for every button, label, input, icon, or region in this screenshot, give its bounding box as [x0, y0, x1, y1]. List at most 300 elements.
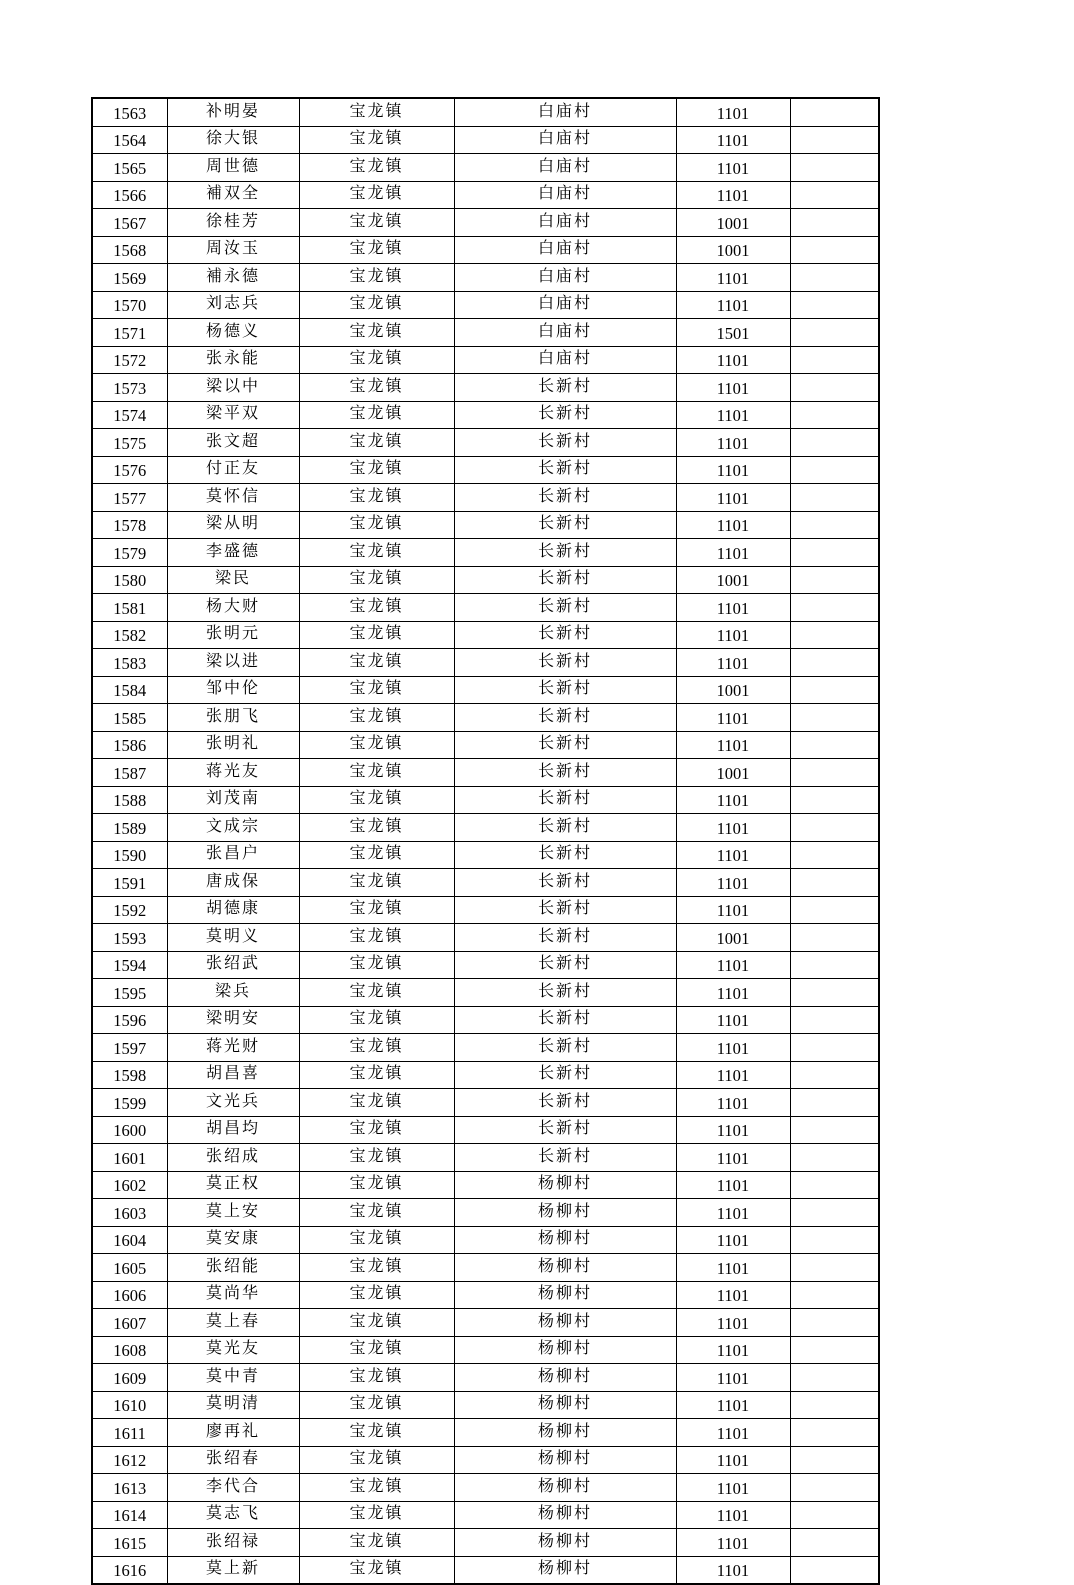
table-row [92, 1199, 879, 1227]
note-cell [790, 154, 879, 182]
row-number: 1582 [92, 621, 167, 649]
person-name: 张绍能 [167, 1254, 299, 1282]
row-number: 1595 [92, 979, 167, 1007]
person-name: 梁以进 [167, 649, 299, 677]
town-name: 宝龙镇 [299, 1144, 454, 1172]
row-number: 1564 [92, 126, 167, 154]
code-value: 1101 [676, 126, 790, 154]
row-number: 1570 [92, 291, 167, 319]
row-number: 1566 [92, 181, 167, 209]
person-name: 张明元 [167, 621, 299, 649]
person-name: 周世德 [167, 154, 299, 182]
village-name: 长新村 [454, 621, 676, 649]
person-name: 徐大银 [167, 126, 299, 154]
town-name: 宝龙镇 [299, 1391, 454, 1419]
person-name: 周汝玉 [167, 236, 299, 264]
person-name: 梁平双 [167, 401, 299, 429]
town-name: 宝龙镇 [299, 1501, 454, 1529]
town-name: 宝龙镇 [299, 319, 454, 347]
person-name: 補双全 [167, 181, 299, 209]
village-name: 长新村 [454, 484, 676, 512]
village-name: 白庙村 [454, 264, 676, 292]
person-name: 莫明清 [167, 1391, 299, 1419]
code-value: 1101 [676, 1226, 790, 1254]
person-name: 莫中青 [167, 1364, 299, 1392]
note-cell [790, 1254, 879, 1282]
person-name: 莫上新 [167, 1556, 299, 1584]
table-row [92, 539, 879, 567]
town-name: 宝龙镇 [299, 264, 454, 292]
note-cell [790, 401, 879, 429]
town-name: 宝龙镇 [299, 1556, 454, 1584]
village-name: 长新村 [454, 731, 676, 759]
person-name: 莫光友 [167, 1336, 299, 1364]
row-number: 1573 [92, 374, 167, 402]
person-name: 蒋光财 [167, 1034, 299, 1062]
row-number: 1577 [92, 484, 167, 512]
village-name: 长新村 [454, 869, 676, 897]
town-name: 宝龙镇 [299, 126, 454, 154]
village-name: 杨柳村 [454, 1281, 676, 1309]
row-number: 1600 [92, 1116, 167, 1144]
row-number: 1613 [92, 1474, 167, 1502]
person-name: 胡德康 [167, 896, 299, 924]
village-name: 杨柳村 [454, 1474, 676, 1502]
code-value: 1001 [676, 566, 790, 594]
code-value: 1101 [676, 786, 790, 814]
town-name: 宝龙镇 [299, 621, 454, 649]
town-name: 宝龙镇 [299, 1309, 454, 1337]
code-value: 1101 [676, 511, 790, 539]
person-name: 莫正权 [167, 1171, 299, 1199]
row-number: 1592 [92, 896, 167, 924]
note-cell [790, 1501, 879, 1529]
table-row [92, 841, 879, 869]
person-name: 唐成保 [167, 869, 299, 897]
row-number: 1611 [92, 1419, 167, 1447]
town-name: 宝龙镇 [299, 896, 454, 924]
code-value: 1101 [676, 1254, 790, 1282]
code-value: 1101 [676, 649, 790, 677]
note-cell [790, 291, 879, 319]
town-name: 宝龙镇 [299, 924, 454, 952]
row-number: 1579 [92, 539, 167, 567]
person-name: 梁民 [167, 566, 299, 594]
town-name: 宝龙镇 [299, 346, 454, 374]
note-cell [790, 456, 879, 484]
town-name: 宝龙镇 [299, 1336, 454, 1364]
row-number: 1593 [92, 924, 167, 952]
table-row [92, 676, 879, 704]
town-name: 宝龙镇 [299, 1006, 454, 1034]
note-cell [790, 1391, 879, 1419]
row-number: 1569 [92, 264, 167, 292]
note-cell [790, 98, 879, 126]
town-name: 宝龙镇 [299, 209, 454, 237]
code-value: 1101 [676, 1529, 790, 1557]
note-cell [790, 346, 879, 374]
village-name: 长新村 [454, 896, 676, 924]
note-cell [790, 704, 879, 732]
code-value: 1101 [676, 869, 790, 897]
person-name: 张昌户 [167, 841, 299, 869]
note-cell [790, 429, 879, 457]
code-value: 1101 [676, 1336, 790, 1364]
person-name: 莫尚华 [167, 1281, 299, 1309]
village-name: 杨柳村 [454, 1446, 676, 1474]
village-name: 长新村 [454, 1034, 676, 1062]
town-name: 宝龙镇 [299, 1034, 454, 1062]
town-name: 宝龙镇 [299, 869, 454, 897]
village-name: 杨柳村 [454, 1391, 676, 1419]
table-row [92, 1144, 879, 1172]
town-name: 宝龙镇 [299, 1116, 454, 1144]
person-name: 李盛德 [167, 539, 299, 567]
row-number: 1608 [92, 1336, 167, 1364]
code-value: 1101 [676, 1089, 790, 1117]
town-name: 宝龙镇 [299, 1089, 454, 1117]
code-value: 1001 [676, 676, 790, 704]
table-row [92, 869, 879, 897]
row-number: 1615 [92, 1529, 167, 1557]
note-cell [790, 1281, 879, 1309]
town-name: 宝龙镇 [299, 291, 454, 319]
village-name: 长新村 [454, 786, 676, 814]
note-cell [790, 951, 879, 979]
note-cell [790, 319, 879, 347]
note-cell [790, 731, 879, 759]
person-name: 文成宗 [167, 814, 299, 842]
town-name: 宝龙镇 [299, 649, 454, 677]
code-value: 1101 [676, 1474, 790, 1502]
row-number: 1585 [92, 704, 167, 732]
note-cell [790, 786, 879, 814]
code-value: 1101 [676, 456, 790, 484]
person-name: 莫安康 [167, 1226, 299, 1254]
row-number: 1609 [92, 1364, 167, 1392]
code-value: 1501 [676, 319, 790, 347]
person-name: 梁以中 [167, 374, 299, 402]
code-value: 1101 [676, 896, 790, 924]
village-name: 长新村 [454, 704, 676, 732]
row-number: 1583 [92, 649, 167, 677]
row-number: 1568 [92, 236, 167, 264]
note-cell [790, 126, 879, 154]
village-name: 长新村 [454, 759, 676, 787]
code-value: 1101 [676, 1391, 790, 1419]
village-name: 白庙村 [454, 346, 676, 374]
note-cell [790, 759, 879, 787]
table-row [92, 319, 879, 347]
code-value: 1101 [676, 594, 790, 622]
table-row [92, 484, 879, 512]
village-name: 杨柳村 [454, 1199, 676, 1227]
code-value: 1001 [676, 209, 790, 237]
person-name: 刘志兵 [167, 291, 299, 319]
note-cell [790, 869, 879, 897]
town-name: 宝龙镇 [299, 704, 454, 732]
row-number: 1591 [92, 869, 167, 897]
note-cell [790, 1529, 879, 1557]
village-name: 白庙村 [454, 154, 676, 182]
person-name: 李代合 [167, 1474, 299, 1502]
person-name: 莫上春 [167, 1309, 299, 1337]
village-name: 长新村 [454, 924, 676, 952]
table-row [92, 594, 879, 622]
row-number: 1610 [92, 1391, 167, 1419]
person-name: 张绍武 [167, 951, 299, 979]
village-name: 长新村 [454, 1061, 676, 1089]
note-cell [790, 1199, 879, 1227]
table-row [92, 1254, 879, 1282]
table-row [92, 429, 879, 457]
town-name: 宝龙镇 [299, 374, 454, 402]
table-row [92, 566, 879, 594]
row-number: 1589 [92, 814, 167, 842]
table-row [92, 209, 879, 237]
table-row [92, 1501, 879, 1529]
town-name: 宝龙镇 [299, 1446, 454, 1474]
village-name: 白庙村 [454, 236, 676, 264]
table-body [92, 98, 879, 1584]
code-value: 1101 [676, 429, 790, 457]
row-number: 1601 [92, 1144, 167, 1172]
code-value: 1101 [676, 264, 790, 292]
row-number: 1574 [92, 401, 167, 429]
row-number: 1572 [92, 346, 167, 374]
table-row [92, 1474, 879, 1502]
code-value: 1101 [676, 1556, 790, 1584]
village-name: 长新村 [454, 456, 676, 484]
code-value: 1101 [676, 1006, 790, 1034]
village-name: 杨柳村 [454, 1364, 676, 1392]
code-value: 1101 [676, 731, 790, 759]
code-value: 1101 [676, 1419, 790, 1447]
village-name: 杨柳村 [454, 1556, 676, 1584]
table-row [92, 1364, 879, 1392]
person-name: 张朋飞 [167, 704, 299, 732]
person-name: 张永能 [167, 346, 299, 374]
table-row [92, 1391, 879, 1419]
table-row [92, 731, 879, 759]
code-value: 1101 [676, 401, 790, 429]
town-name: 宝龙镇 [299, 401, 454, 429]
table-row [92, 759, 879, 787]
village-name: 杨柳村 [454, 1254, 676, 1282]
town-name: 宝龙镇 [299, 1529, 454, 1557]
code-value: 1101 [676, 841, 790, 869]
person-name: 蒋光友 [167, 759, 299, 787]
village-name: 长新村 [454, 429, 676, 457]
row-number: 1602 [92, 1171, 167, 1199]
table-row [92, 1309, 879, 1337]
code-value: 1101 [676, 979, 790, 1007]
town-name: 宝龙镇 [299, 429, 454, 457]
table-row [92, 1089, 879, 1117]
note-cell [790, 1336, 879, 1364]
note-cell [790, 621, 879, 649]
town-name: 宝龙镇 [299, 731, 454, 759]
table-row [92, 126, 879, 154]
row-number: 1612 [92, 1446, 167, 1474]
table-row [92, 649, 879, 677]
village-name: 长新村 [454, 374, 676, 402]
row-number: 1614 [92, 1501, 167, 1529]
code-value: 1101 [676, 951, 790, 979]
table-row [92, 236, 879, 264]
note-cell [790, 1006, 879, 1034]
town-name: 宝龙镇 [299, 484, 454, 512]
person-name: 张绍春 [167, 1446, 299, 1474]
village-name: 长新村 [454, 979, 676, 1007]
row-number: 1605 [92, 1254, 167, 1282]
row-number: 1578 [92, 511, 167, 539]
town-name: 宝龙镇 [299, 511, 454, 539]
town-name: 宝龙镇 [299, 1171, 454, 1199]
table-row [92, 374, 879, 402]
code-value: 1001 [676, 924, 790, 952]
village-name: 长新村 [454, 594, 676, 622]
row-number: 1590 [92, 841, 167, 869]
village-name: 长新村 [454, 511, 676, 539]
village-name: 白庙村 [454, 181, 676, 209]
note-cell [790, 1116, 879, 1144]
person-name: 张明礼 [167, 731, 299, 759]
person-name: 杨大财 [167, 594, 299, 622]
row-number: 1563 [92, 98, 167, 126]
code-value: 1001 [676, 759, 790, 787]
town-name: 宝龙镇 [299, 786, 454, 814]
village-name: 杨柳村 [454, 1226, 676, 1254]
person-name: 胡昌均 [167, 1116, 299, 1144]
person-name: 莫明义 [167, 924, 299, 952]
table-row [92, 511, 879, 539]
town-name: 宝龙镇 [299, 1474, 454, 1502]
town-name: 宝龙镇 [299, 1364, 454, 1392]
note-cell [790, 209, 879, 237]
note-cell [790, 1089, 879, 1117]
table-row [92, 1116, 879, 1144]
town-name: 宝龙镇 [299, 456, 454, 484]
code-value: 1101 [676, 814, 790, 842]
table-row [92, 154, 879, 182]
code-value: 1101 [676, 1034, 790, 1062]
note-cell [790, 484, 879, 512]
note-cell [790, 374, 879, 402]
person-name: 张绍禄 [167, 1529, 299, 1557]
row-number: 1607 [92, 1309, 167, 1337]
table-row [92, 346, 879, 374]
note-cell [790, 896, 879, 924]
table-row [92, 1006, 879, 1034]
village-name: 长新村 [454, 814, 676, 842]
row-number: 1581 [92, 594, 167, 622]
note-cell [790, 1364, 879, 1392]
row-number: 1596 [92, 1006, 167, 1034]
note-cell [790, 1419, 879, 1447]
village-name: 白庙村 [454, 98, 676, 126]
note-cell [790, 841, 879, 869]
table-row [92, 1226, 879, 1254]
town-name: 宝龙镇 [299, 759, 454, 787]
village-name: 杨柳村 [454, 1501, 676, 1529]
village-name: 长新村 [454, 1144, 676, 1172]
person-name: 杨德义 [167, 319, 299, 347]
table-row [92, 1281, 879, 1309]
person-name: 補永德 [167, 264, 299, 292]
person-name: 莫怀信 [167, 484, 299, 512]
row-number: 1599 [92, 1089, 167, 1117]
village-name: 白庙村 [454, 209, 676, 237]
village-name: 白庙村 [454, 291, 676, 319]
row-number: 1571 [92, 319, 167, 347]
person-name: 刘茂南 [167, 786, 299, 814]
note-cell [790, 539, 879, 567]
village-name: 白庙村 [454, 319, 676, 347]
row-number: 1594 [92, 951, 167, 979]
village-name: 长新村 [454, 1006, 676, 1034]
table-row [92, 951, 879, 979]
table-row [92, 786, 879, 814]
table-row [92, 896, 879, 924]
town-name: 宝龙镇 [299, 566, 454, 594]
person-name: 莫上安 [167, 1199, 299, 1227]
table-row [92, 621, 879, 649]
note-cell [790, 1061, 879, 1089]
person-name: 邹中伦 [167, 676, 299, 704]
code-value: 1101 [676, 374, 790, 402]
village-name: 杨柳村 [454, 1529, 676, 1557]
town-name: 宝龙镇 [299, 594, 454, 622]
code-value: 1101 [676, 704, 790, 732]
table-row [92, 814, 879, 842]
town-name: 宝龙镇 [299, 236, 454, 264]
code-value: 1001 [676, 236, 790, 264]
village-name: 长新村 [454, 1089, 676, 1117]
town-name: 宝龙镇 [299, 1199, 454, 1227]
row-number: 1575 [92, 429, 167, 457]
table-row [92, 704, 879, 732]
code-value: 1101 [676, 539, 790, 567]
row-number: 1616 [92, 1556, 167, 1584]
table-row [92, 1419, 879, 1447]
village-name: 白庙村 [454, 126, 676, 154]
code-value: 1101 [676, 1309, 790, 1337]
note-cell [790, 1226, 879, 1254]
data-table [91, 97, 880, 1585]
code-value: 1101 [676, 1144, 790, 1172]
village-name: 长新村 [454, 649, 676, 677]
village-name: 杨柳村 [454, 1336, 676, 1364]
code-value: 1101 [676, 1281, 790, 1309]
town-name: 宝龙镇 [299, 841, 454, 869]
note-cell [790, 1446, 879, 1474]
code-value: 1101 [676, 1171, 790, 1199]
code-value: 1101 [676, 484, 790, 512]
town-name: 宝龙镇 [299, 181, 454, 209]
person-name: 张文超 [167, 429, 299, 457]
code-value: 1101 [676, 181, 790, 209]
person-name: 梁兵 [167, 979, 299, 1007]
table-row [92, 291, 879, 319]
note-cell [790, 979, 879, 1007]
row-number: 1576 [92, 456, 167, 484]
row-number: 1598 [92, 1061, 167, 1089]
note-cell [790, 1171, 879, 1199]
code-value: 1101 [676, 154, 790, 182]
note-cell [790, 924, 879, 952]
person-name: 张绍成 [167, 1144, 299, 1172]
